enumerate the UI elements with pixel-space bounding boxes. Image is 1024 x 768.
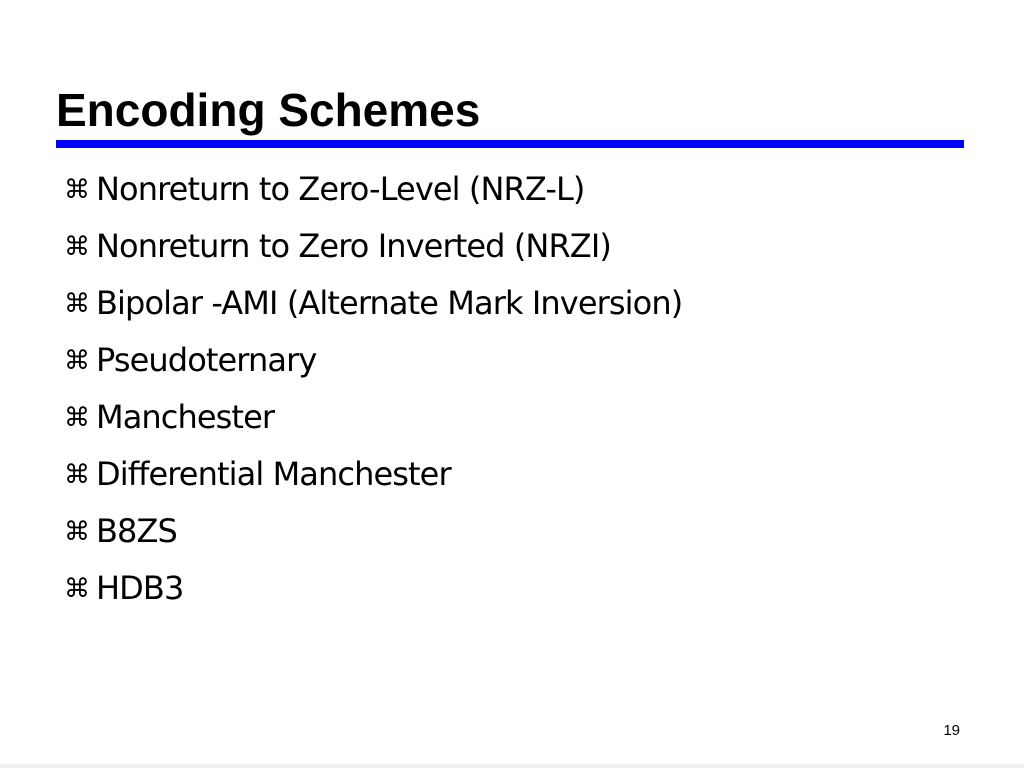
list-item	[64, 331, 682, 388]
slide-title: Encoding Schemes	[56, 84, 481, 136]
command-key-icon: ⌘	[64, 345, 90, 376]
bullet-text: Differential Manchester	[96, 454, 451, 493]
command-key-icon: ⌘	[64, 459, 90, 490]
command-key-icon: ⌘	[64, 402, 90, 433]
command-key-icon: ⌘	[64, 516, 90, 547]
bullet-text: Bipolar -AMI (Alternate Mark Inversion)	[96, 283, 683, 322]
bottom-divider	[0, 764, 1024, 768]
bullet-list	[64, 160, 682, 616]
list-item	[64, 388, 682, 445]
list-item	[64, 559, 682, 616]
list-item	[64, 160, 682, 217]
bullet-text: Pseudoternary	[96, 340, 317, 379]
page-number: 19	[943, 722, 960, 739]
list-item	[64, 445, 682, 502]
title-underline	[56, 140, 964, 148]
command-key-icon: ⌘	[64, 231, 90, 262]
list-item	[64, 274, 682, 331]
bullet-text: Nonreturn to Zero-Level (NRZ-L)	[96, 169, 585, 208]
bullet-text: HDB3	[96, 568, 184, 607]
command-key-icon: ⌘	[64, 174, 90, 205]
list-item	[64, 502, 682, 559]
list-item	[64, 217, 682, 274]
command-key-icon: ⌘	[64, 573, 90, 604]
bullet-text: B8ZS	[96, 511, 177, 550]
bullet-text: Nonreturn to Zero Inverted (NRZI)	[96, 226, 611, 265]
bullet-text: Manchester	[96, 397, 275, 436]
command-key-icon: ⌘	[64, 288, 90, 319]
